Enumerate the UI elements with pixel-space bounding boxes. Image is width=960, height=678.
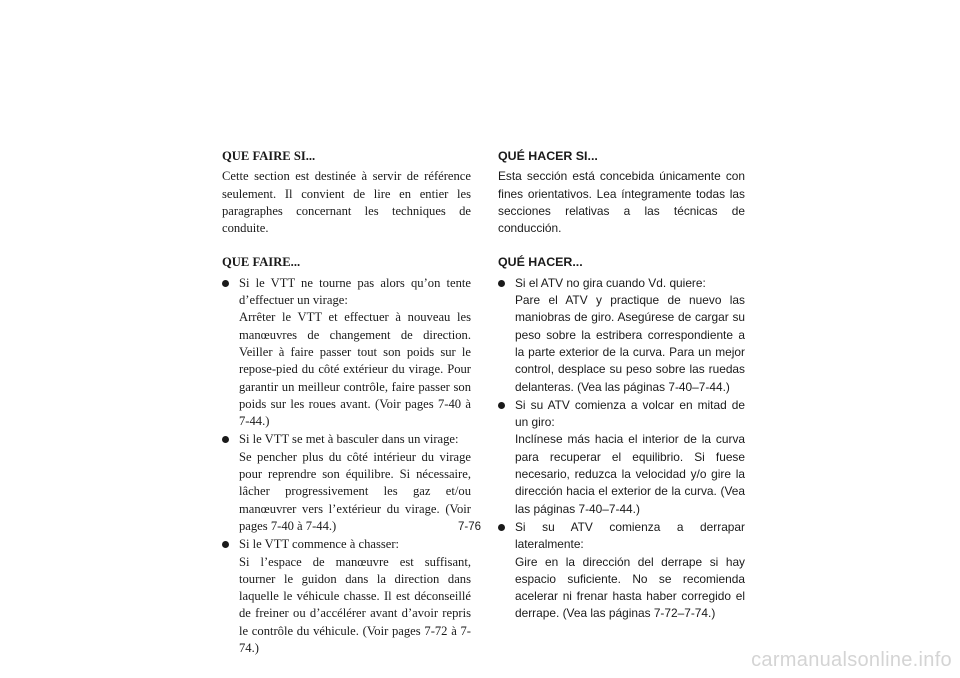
french-column — [222, 148, 471, 658]
spanish-column — [498, 148, 745, 624]
french-list — [222, 275, 471, 658]
list-item: Si le VTT commence à chasser: Si l’espace de manœuvre est suffisant, tourner le guidon dans la direction dans laquelle le véhicule chasse. Il est déconseillé de freiner ou d’accélérer avant d’avoir repris le contrôle du véhicule. (Voir pages 7-72 à 7-74.) — [222, 536, 471, 657]
spanish-heading-what-if: QUÉ HACER SI... — [498, 149, 598, 163]
list-item: Si le VTT ne tourne pas alors qu’on tente d’effectuer un virage: Arrêter le VTT et effectuer à nouveau les manœuvres de changement de direction. Veiller à faire passer tout son poids sur le repose-pied du côté extérieur du virage. Pour garantir un meilleur contrôle, faire passer son poids sur les roues avant. (Voir pages 7-40 à 7-44.) — [222, 275, 471, 431]
list-item: Si le VTT se met à basculer dans un virage: Se pencher plus du côté intérieur du virage pour reprendre son équilibre. Si nécessaire, lâcher progressivement les gaz et/ou manœuvrer vers l’extérieur du virage. (Voir pages 7-40 à 7-44.) — [222, 431, 471, 535]
spanish-heading-what-to-do: QUÉ HACER... — [498, 255, 583, 270]
spanish-intro: Esta sección está concebida únicamente con fines orientativos. Lea íntegramente todas las secciones relativas a las técnicas de conducción. — [498, 169, 745, 236]
list-item: Si el ATV no gira cuando Vd. quiere: Pare el ATV y practique de nuevo las maniobras de giro. Asegúrese de cargar su peso sobre la estribera correspondiente a la parte exterior de la curva. Para un mejor control, desplace su peso sobre las ruedas delanteras. (Vea las páginas 7-40–7-44.) — [498, 275, 745, 396]
list-item: Si su ATV comienza a derrapar lateralmente: Gire en la dirección del derrape si hay espacio suficiente. No se recomienda acelerar ni frenar hasta haber corregido el derrape. (Vea las páginas 7-72–7-74.) — [498, 519, 745, 623]
bullet-icon — [498, 402, 505, 409]
watermark: carmanualsonline.info — [751, 649, 952, 671]
page-number: 7-76 — [458, 521, 482, 533]
bullet-icon — [222, 280, 229, 287]
bullet-icon — [498, 280, 505, 287]
bullet-icon — [498, 524, 505, 531]
bullet-icon — [222, 436, 229, 443]
french-heading-what-to-do: QUE FAIRE... — [222, 255, 301, 270]
french-intro: Cette section est destinée à servir de référence seulement. Il convient de lire en entier les paragraphes concernant les techniques de conduite. — [222, 169, 471, 236]
french-heading-what-if: QUE FAIRE SI... — [222, 149, 316, 163]
bullet-icon — [222, 541, 229, 548]
spanish-list — [498, 275, 745, 623]
list-item: Si su ATV comienza a volcar en mitad de un giro: Inclínese más hacia el interior de la curva para recuperar el equilibrio. Si fuese necesario, reduzca la velocidad y/o gire la dirección hacia el exterior de la curva. (Vea las páginas 7-40–7-44.) — [498, 397, 745, 518]
